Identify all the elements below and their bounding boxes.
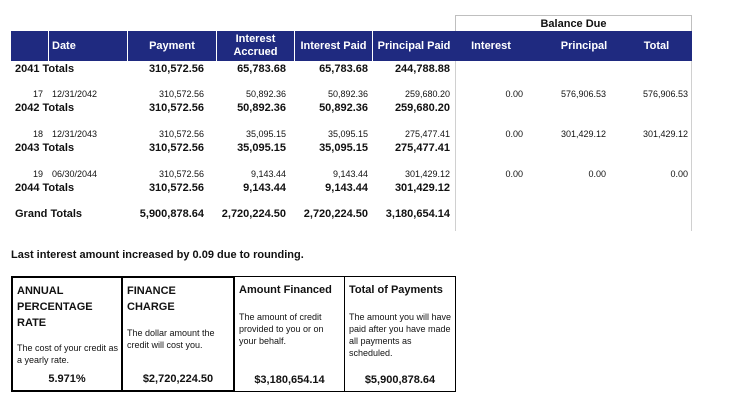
cell-balance-total: 301,429.12 xyxy=(642,129,688,139)
cell-interest-paid: 50,892.36 xyxy=(319,102,368,114)
finance-charge-box xyxy=(121,276,235,392)
cell-balance-principal: 0.00 xyxy=(588,169,606,179)
row-date: 12/31/2042 xyxy=(52,89,98,99)
cell-principal-paid: 301,429.12 xyxy=(404,169,450,179)
cell-interest-accrued: 50,892.36 xyxy=(237,102,286,114)
cell-interest-accrued: 50,892.36 xyxy=(245,89,286,99)
header-separator xyxy=(48,31,49,61)
cell-principal-paid: 275,477.41 xyxy=(404,129,450,139)
cell-principal-paid: 244,788.88 xyxy=(394,63,450,75)
cell-interest-accrued: 9,143.44 xyxy=(243,182,286,194)
finance-charge-description: The dollar amount the credit will cost you. xyxy=(127,328,215,350)
grand-total-payment: 5,900,878.64 xyxy=(139,208,204,220)
total-payments-box xyxy=(344,276,456,392)
col-interest-paid: Interest Paid xyxy=(300,39,367,52)
apr-value: 5.971% xyxy=(48,373,86,385)
cell-payment: 310,572.56 xyxy=(148,102,204,114)
cell-interest-paid: 9,143.44 xyxy=(325,182,368,194)
apr-box xyxy=(11,276,123,392)
amount-financed-title: Amount Financed xyxy=(239,284,332,296)
cell-payment: 310,572.56 xyxy=(158,89,204,99)
finance-charge-value: $2,720,224.50 xyxy=(142,373,214,385)
cell-principal-paid: 259,680.20 xyxy=(404,89,450,99)
amount-financed-description: The amount of credit provided to you or on your behalf. xyxy=(239,312,324,346)
row-number: 17 xyxy=(33,89,44,99)
cell-payment: 310,572.56 xyxy=(148,182,204,194)
cell-interest-paid: 9,143.44 xyxy=(332,169,368,179)
cell-principal-paid: 301,429.12 xyxy=(394,182,450,194)
cell-interest-accrued: 65,783.68 xyxy=(237,63,286,75)
total-payments-title: Total of Payments xyxy=(349,284,443,296)
col-principal: Principal xyxy=(560,39,608,52)
finance-charge-title: FINANCE CHARGE xyxy=(127,285,176,313)
cell-interest-accrued: 9,143.44 xyxy=(250,169,286,179)
total-payments-value: $5,900,878.64 xyxy=(364,374,436,386)
col-interest-accrued: Interest Accrued xyxy=(233,33,278,58)
cell-payment: 310,572.56 xyxy=(148,63,204,75)
col-principal-paid: Principal Paid xyxy=(377,39,451,52)
row-number: 18 xyxy=(33,129,44,139)
cell-interest-accrued: 35,095.15 xyxy=(237,142,286,154)
cell-balance-total: 576,906.53 xyxy=(642,89,688,99)
grand-total-principal-paid: 3,180,654.14 xyxy=(385,208,450,220)
col-interest: Interest xyxy=(471,39,511,52)
cell-balance-interest: 0.00 xyxy=(505,169,523,179)
row-date: 12/31/2043 xyxy=(52,129,98,139)
column-divider xyxy=(455,61,456,231)
cell-payment: 310,572.56 xyxy=(148,142,204,154)
cell-interest-paid: 35,095.15 xyxy=(319,142,368,154)
row-label: 2044 Totals xyxy=(15,182,75,194)
cell-interest-paid: 50,892.36 xyxy=(327,89,368,99)
cell-balance-principal: 576,906.53 xyxy=(560,89,606,99)
cell-principal-paid: 259,680.20 xyxy=(394,102,450,114)
col-total: Total xyxy=(643,39,670,52)
grand-totals-label: Grand Totals xyxy=(15,208,83,220)
cell-interest-accrued: 35,095.15 xyxy=(245,129,286,139)
grand-total-interest-paid: 2,720,224.50 xyxy=(303,208,368,220)
apr-description: The cost of your credit as a yearly rate. xyxy=(17,343,119,365)
cell-payment: 310,572.56 xyxy=(158,129,204,139)
cell-balance-interest: 0.00 xyxy=(505,89,523,99)
total-payments-description: The amount you will have paid after you have made all payments as scheduled. xyxy=(349,312,452,358)
amount-financed-value: $3,180,654.14 xyxy=(254,374,325,386)
row-label: 2043 Totals xyxy=(15,142,75,154)
apr-title: ANNUAL PERCENTAGE RATE xyxy=(17,285,93,329)
cell-balance-principal: 301,429.12 xyxy=(560,129,606,139)
cell-balance-interest: 0.00 xyxy=(505,129,523,139)
cell-balance-total: 0.00 xyxy=(670,169,688,179)
cell-interest-paid: 65,783.68 xyxy=(319,63,368,75)
amount-financed-box xyxy=(234,276,345,392)
cell-principal-paid: 275,477.41 xyxy=(394,142,450,154)
row-label: 2041 Totals xyxy=(15,63,75,75)
col-payment: Payment xyxy=(149,39,195,52)
col-date: Date xyxy=(52,39,76,52)
row-date: 06/30/2044 xyxy=(52,169,98,179)
table-header xyxy=(11,31,692,61)
cell-interest-paid: 35,095.15 xyxy=(327,129,368,139)
cell-payment: 310,572.56 xyxy=(158,169,204,179)
grand-total-interest-accrued: 2,720,224.50 xyxy=(221,208,286,220)
row-label: 2042 Totals xyxy=(15,102,75,114)
balance-due-header: Balance Due xyxy=(455,15,692,31)
rounding-note: Last interest amount increased by 0.09 due to rounding. xyxy=(11,249,304,261)
row-number: 19 xyxy=(33,169,44,179)
column-divider xyxy=(691,61,692,231)
